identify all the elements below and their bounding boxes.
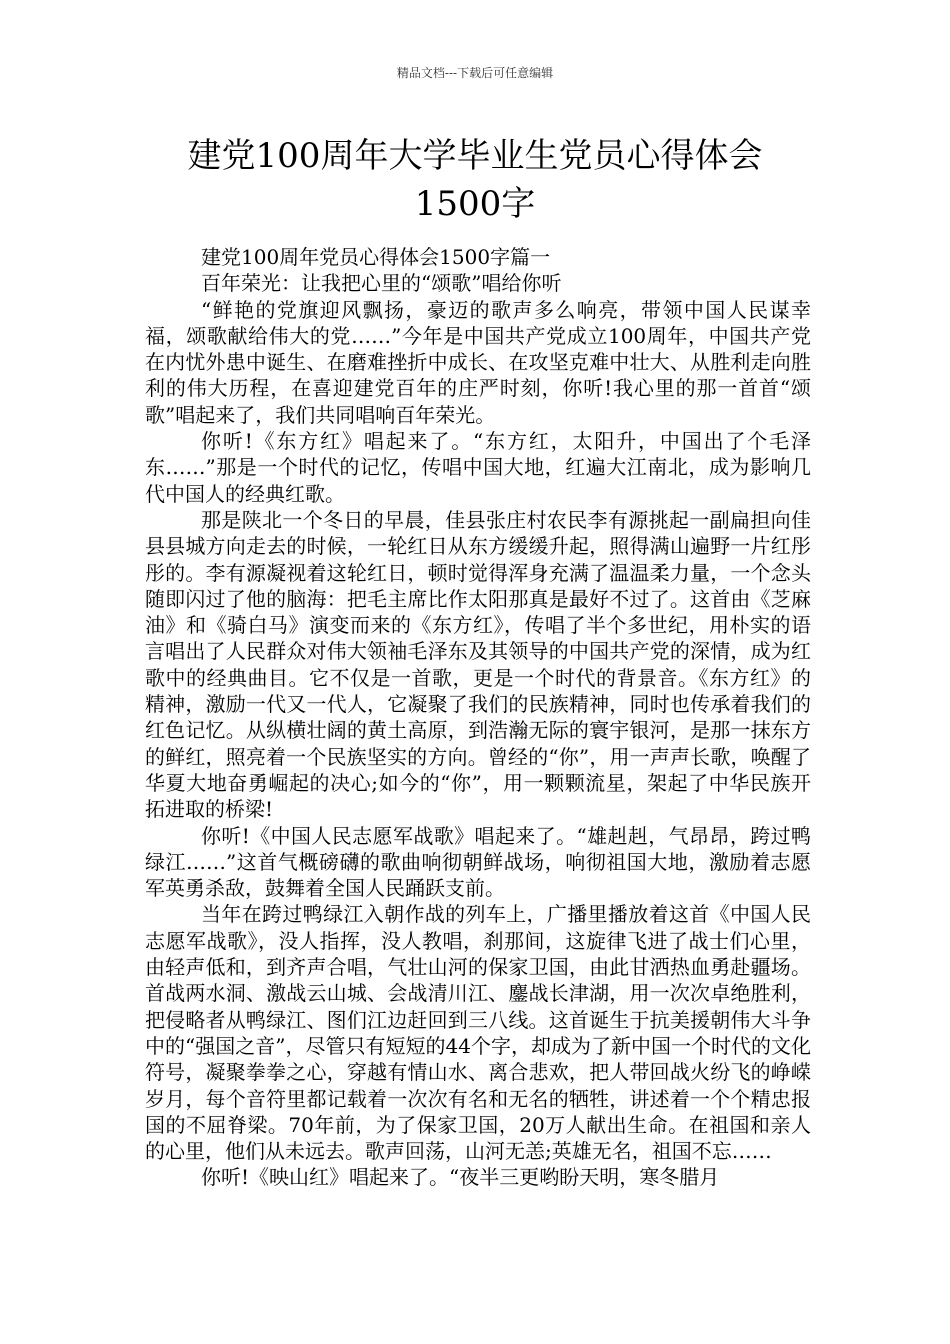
section-title: 建党100周年党员心得体会1500字篇一	[201, 245, 551, 269]
paragraph-1: “鲜艳的党旗迎风飘扬，豪迈的歌声多么响亮，带领中国人民谋幸福，颂歌献给伟大的党……”今年是中国共产党成立100周年，中国共产党在内忧外患中诞生、在磨难挫折中成长、在攻坚克难中壮大、从胜利走向胜利的伟大历程，在喜迎建党百年的庄严时刻，你听!我心里的那一首首“颂歌”唱起来了，我们共同唱响百年荣光。	[145, 297, 811, 427]
paragraph-5: 当年在跨过鸭绿江入朝作战的列车上，广播里播放着这首《中国人民志愿军战歌》，没人指挥，没人教唱，刹那间，这旋律飞进了战士们心里，由轻声低和，到齐声合唱，气壮山河的保家卫国，由此甘洒热血勇赴疆场。首战两水洞、激战云山城、会战清川江、鏖战长津湖，用一次次卓绝胜利，把侵略者从鸭绿江、图们江边赶回到三八线。这首诞生于抗美援朝伟大斗争中的“强国之音”，尽管只有短短的44个字，却成为了新中国一个时代的文化符号，凝聚拳拳之心，穿越有情山水、离合悲欢，把人带回战火纷飞的峥嵘岁月，每个音符里都记载着一次次有名和无名的牺牲，讲述着一个个精忠报国的不屈脊梁。70年前，为了保家卫国，20万人献出生命。在祖国和亲人的心里，他们从未远去。歌声回荡，山河无恙;英雄无名，祖国不忘……	[145, 902, 811, 1164]
document-body	[145, 244, 811, 1191]
paragraph-4: 你听!《中国人民志愿军战歌》唱起来了。“雄赳赳，气昂昂，跨过鸭绿江……”这首气概磅礴的歌曲响彻朝鲜战场，响彻祖国大地，激励着志愿军英勇杀敌，鼓舞着全国人民踊跃支前。	[145, 823, 811, 901]
subtitle: 百年荣光：让我把心里的“颂歌”唱给你听	[201, 271, 562, 296]
paragraph-6: 你听!《映山红》唱起来了。“夜半三更哟盼天明，寒冬腊月	[201, 1165, 720, 1190]
header-note: 精品文档---下载后可任意编辑	[396, 66, 554, 80]
document-title	[100, 132, 850, 228]
paragraph-2: 你听!《东方红》唱起来了。“东方红，太阳升，中国出了个毛泽东……”那是一个时代的记忆，传唱中国大地，红遍大江南北，成为影响几代中国人的经典红歌。	[145, 429, 811, 506]
title-line-1: 建党100周年大学毕业生党员心得体会	[187, 136, 763, 176]
paragraph-3: 那是陕北一个冬日的早晨，佳县张庄村农民李有源挑起一副扁担向佳县县城方向走去的时候，一轮红日从东方缓缓升起，照得满山遍野一片红彤彤的。李有源凝视着这轮红日，顿时觉得浑身充满了温温柔力量，一个念头随即闪过了他的脑海：把毛主席比作太阳那真是最好不过了。这首由《芝麻油》和《骑白马》演变而来的《东方红》，传唱了半个多世纪，用朴实的语言唱出了人民群众对伟大领袖毛泽东及其领导的中国共产党的深情，成为红歌中的经典曲目。它不仅是一首歌，更是一个时代的背景音。《东方红》的精神，激励一代又一代人，它凝聚了我们的民族精神，同时也传承着我们的红色记忆。从纵横壮阔的黄土高原，到浩瀚无际的寰宇银河，是那一抹东方的鲜红，照亮着一个民族坚实的方向。曾经的“你”，用一声声长歌，唤醒了华夏大地奋勇崛起的决心;如今的“你”，用一颗颗流星，架起了中华民族开拓进取的桥梁!	[145, 507, 811, 822]
title-line-2: 1500字	[414, 184, 536, 224]
